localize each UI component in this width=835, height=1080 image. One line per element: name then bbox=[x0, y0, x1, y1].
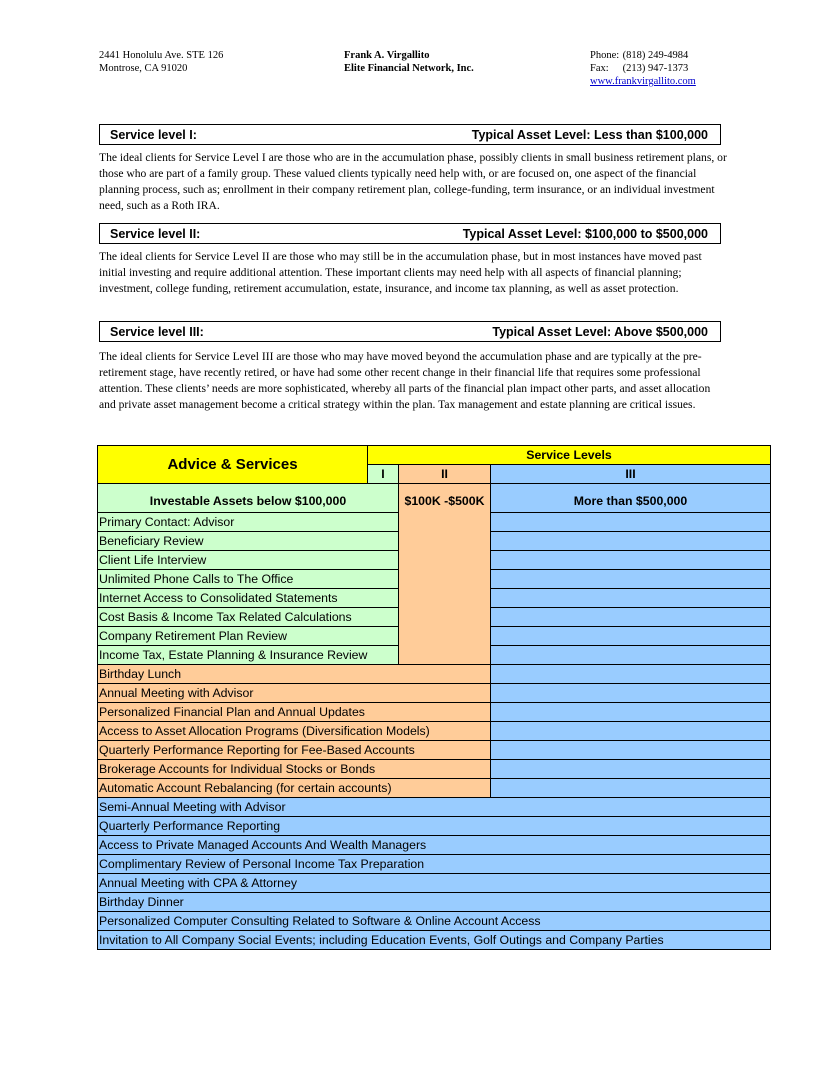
level-iii-header: III bbox=[491, 465, 771, 484]
address-line-2: Montrose, CA 91020 bbox=[99, 63, 188, 74]
website-link[interactable]: www.frankvirgallito.com bbox=[590, 76, 696, 87]
table-row bbox=[98, 665, 771, 684]
table-row bbox=[98, 741, 771, 760]
table-row bbox=[98, 798, 771, 817]
advisor-info bbox=[344, 49, 474, 75]
level-iii-cell bbox=[491, 551, 771, 570]
phone-line: Phone: (818) 249-4984 bbox=[590, 50, 689, 61]
service-level-2-asset: Typical Asset Level: $100,000 to $500,000 bbox=[462, 226, 708, 241]
level-ii-header: II bbox=[399, 465, 491, 484]
table-row bbox=[98, 817, 771, 836]
table-row bbox=[98, 893, 771, 912]
table-row bbox=[98, 760, 771, 779]
contact-info bbox=[590, 49, 696, 88]
table-row bbox=[98, 627, 771, 646]
fax-line: Fax: (213) 947-1373 bbox=[590, 63, 689, 74]
service-item: Company Retirement Plan Review bbox=[98, 627, 399, 646]
level-iii-cell bbox=[491, 684, 771, 703]
service-level-3-title: Service level III: bbox=[110, 324, 204, 339]
table-row bbox=[98, 532, 771, 551]
level-ii-cell bbox=[399, 589, 491, 608]
service-item: Primary Contact: Advisor bbox=[98, 513, 399, 532]
table-row bbox=[98, 855, 771, 874]
table-row bbox=[98, 912, 771, 931]
level-iii-cell bbox=[491, 608, 771, 627]
address-line-1: 2441 Honolulu Ave. STE 126 bbox=[99, 50, 224, 61]
level-ii-cell bbox=[399, 532, 491, 551]
office-address bbox=[99, 49, 223, 75]
service-item: Client Life Interview bbox=[98, 551, 399, 570]
fax-number: (213) 947-1373 bbox=[622, 63, 689, 74]
service-level-1-box bbox=[99, 124, 721, 145]
service-levels-header: Service Levels bbox=[368, 446, 771, 465]
level-iii-cell bbox=[491, 760, 771, 779]
advice-services-header: Advice & Services bbox=[98, 446, 368, 484]
table-row bbox=[98, 570, 771, 589]
assets-level-ii: $100K -$500K bbox=[399, 484, 491, 513]
service-item: Invitation to All Company Social Events; including Education Events, Golf Outings and Company Parties bbox=[98, 931, 771, 950]
service-level-2-description: The ideal clients for Service Level II are those who may still be in the accumulation phase, but in most instances have moved past initial investing and require additional attention. These important clients may need help with all aspects of financial planning; investment, college funding, retirement accumulation, estate, insurance, and income tax planning, as well as asset protection. bbox=[99, 250, 702, 295]
service-item: Income Tax, Estate Planning & Insurance Review bbox=[98, 646, 399, 665]
level-ii-cell bbox=[399, 570, 491, 589]
phone-number: (818) 249-4984 bbox=[622, 50, 689, 61]
service-level-1-asset: Typical Asset Level: Less than $100,000 bbox=[471, 127, 708, 142]
services-table bbox=[97, 445, 771, 950]
service-item: Beneficiary Review bbox=[98, 532, 399, 551]
company-name: Elite Financial Network, Inc. bbox=[344, 63, 474, 74]
level-iii-cell bbox=[491, 665, 771, 684]
level-iii-cell bbox=[491, 703, 771, 722]
level-iii-cell bbox=[491, 627, 771, 646]
level-iii-cell bbox=[491, 589, 771, 608]
level-iii-cell bbox=[491, 722, 771, 741]
table-row bbox=[98, 874, 771, 893]
service-item: Brokerage Accounts for Individual Stocks or Bonds bbox=[98, 760, 491, 779]
table-row bbox=[98, 684, 771, 703]
level-ii-cell bbox=[399, 627, 491, 646]
assets-level-iii: More than $500,000 bbox=[491, 484, 771, 513]
service-item: Semi-Annual Meeting with Advisor bbox=[98, 798, 771, 817]
service-level-1-title: Service level I: bbox=[110, 127, 197, 142]
table-row bbox=[98, 779, 771, 798]
service-item: Complimentary Review of Personal Income Tax Preparation bbox=[98, 855, 771, 874]
service-level-2-title: Service level II: bbox=[110, 226, 201, 241]
service-level-3-box bbox=[99, 321, 721, 342]
assets-level-i: Investable Assets below $100,000 bbox=[98, 484, 399, 513]
service-item: Birthday Lunch bbox=[98, 665, 491, 684]
level-iii-cell bbox=[491, 741, 771, 760]
table-row bbox=[98, 646, 771, 665]
service-item: Birthday Dinner bbox=[98, 893, 771, 912]
level-iii-cell bbox=[491, 779, 771, 798]
table-row bbox=[98, 836, 771, 855]
service-item: Annual Meeting with Advisor bbox=[98, 684, 491, 703]
service-item: Quarterly Performance Reporting for Fee-Based Accounts bbox=[98, 741, 491, 760]
table-row bbox=[98, 608, 771, 627]
service-level-3-asset: Typical Asset Level: Above $500,000 bbox=[492, 324, 708, 339]
service-level-1-description: The ideal clients for Service Level I are those who are in the accumulation phase, possibly clients in small business retirement plans, or those who are part of a family group. These valued clients typically need help with, or are focused on, one aspect of the financial planning process, such as; enrollment in their company retirement plan, college-funding, term insurance, or an individual investment need, such as a Roth IRA. bbox=[99, 151, 727, 212]
level-ii-cell bbox=[399, 513, 491, 532]
table-row bbox=[98, 931, 771, 950]
level-ii-cell bbox=[399, 551, 491, 570]
service-item: Internet Access to Consolidated Statements bbox=[98, 589, 399, 608]
table-row bbox=[98, 589, 771, 608]
advisor-name: Frank A. Virgallito bbox=[344, 50, 430, 61]
service-item: Access to Private Managed Accounts And Wealth Managers bbox=[98, 836, 771, 855]
service-item: Annual Meeting with CPA & Attorney bbox=[98, 874, 771, 893]
service-item: Personalized Computer Consulting Related to Software & Online Account Access bbox=[98, 912, 771, 931]
service-item: Unlimited Phone Calls to The Office bbox=[98, 570, 399, 589]
table-row bbox=[98, 513, 771, 532]
level-ii-cell bbox=[399, 608, 491, 627]
table-row bbox=[98, 703, 771, 722]
service-level-2-box bbox=[99, 223, 721, 244]
level-i-header: I bbox=[368, 465, 399, 484]
service-item: Personalized Financial Plan and Annual Updates bbox=[98, 703, 491, 722]
service-item: Quarterly Performance Reporting bbox=[98, 817, 771, 836]
service-item: Access to Asset Allocation Programs (Diversification Models) bbox=[98, 722, 491, 741]
service-item: Cost Basis & Income Tax Related Calculations bbox=[98, 608, 399, 627]
level-iii-cell bbox=[491, 532, 771, 551]
service-item: Automatic Account Rebalancing (for certain accounts) bbox=[98, 779, 491, 798]
level-iii-cell bbox=[491, 646, 771, 665]
table-row bbox=[98, 722, 771, 741]
service-level-3-description: The ideal clients for Service Level III are those who may have moved beyond the accumulation phase and are typically at the pre-retirement stage, have recently retired, or have had some other recent change in their financial life that requires some professional attention. These clients’ needs are more sophisticated, whereby all parts of the financial plan impact other parts, and asset allocation and private asset management become a critical strategy within the plan. Tax management and estate planning are critical issues. bbox=[99, 350, 711, 411]
level-iii-cell bbox=[491, 570, 771, 589]
level-iii-cell bbox=[491, 513, 771, 532]
level-ii-cell bbox=[399, 646, 491, 665]
table-row bbox=[98, 551, 771, 570]
